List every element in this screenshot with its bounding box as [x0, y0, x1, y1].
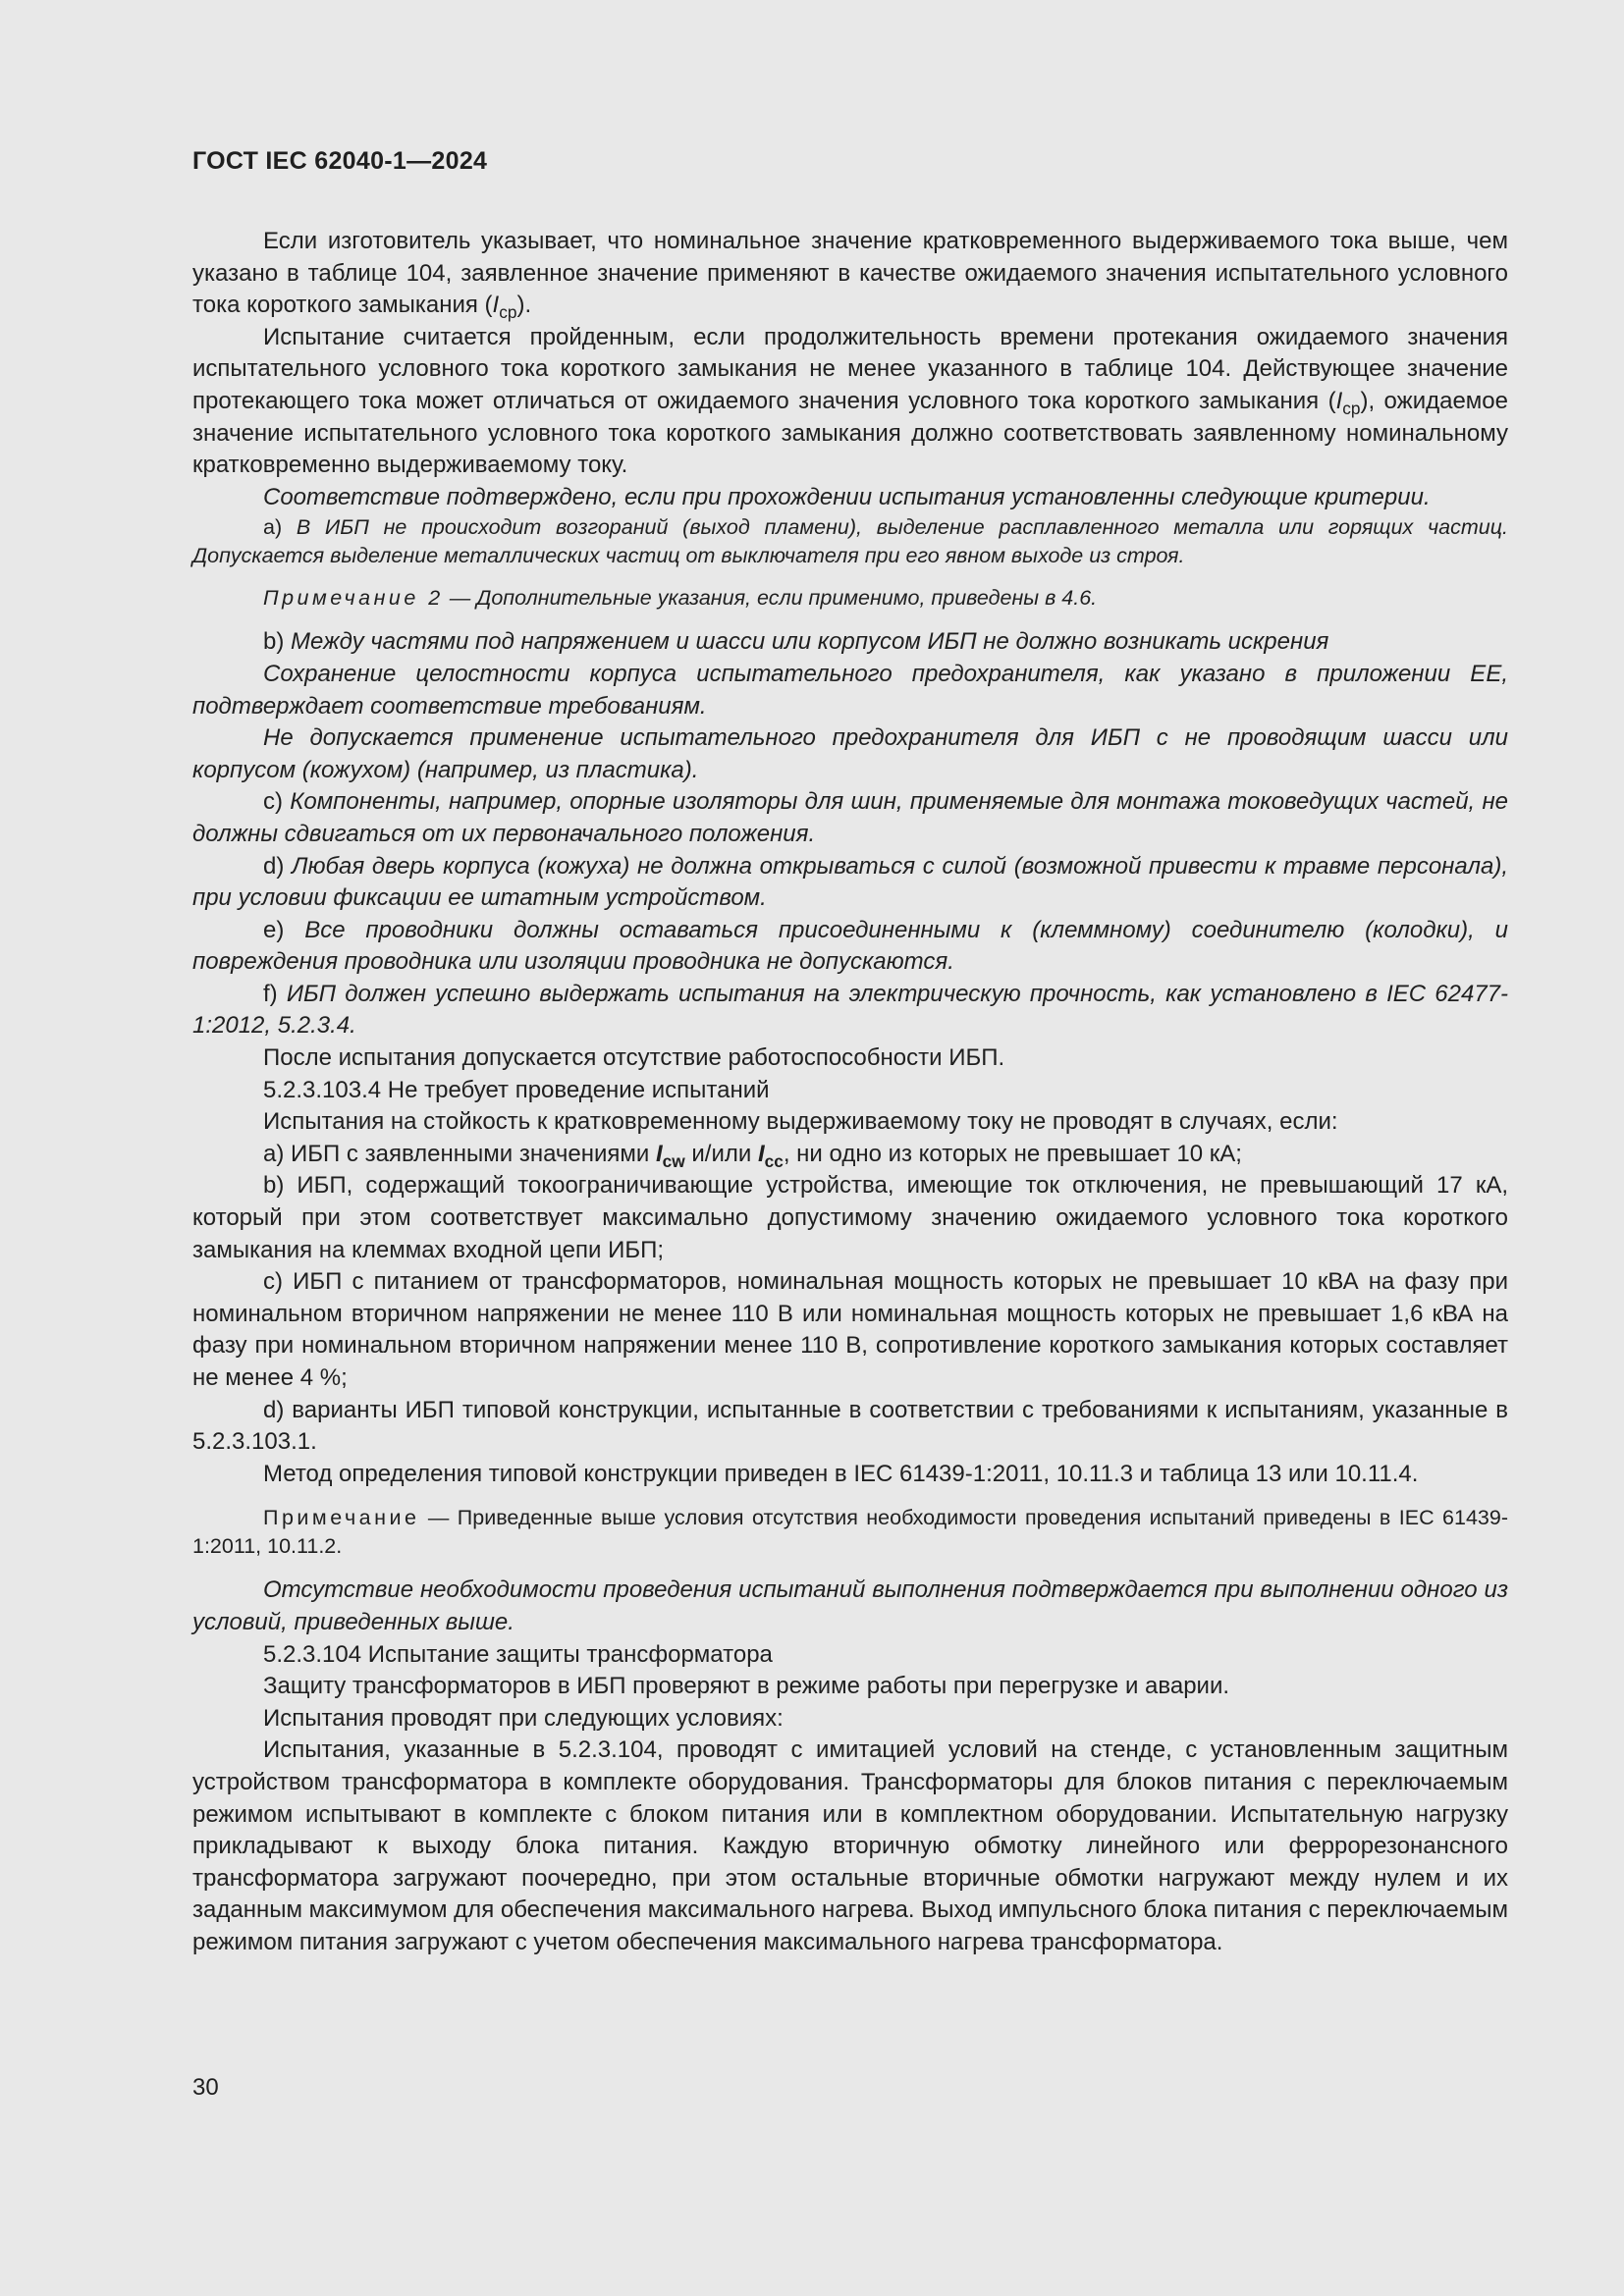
paragraph: Если изготовитель указывает, что номинальное значение кратковременного выдерживаемого тока выше, чем указано в таблице 104, заявленное значение применяют в качестве ожидаемого значения испытательного условного тока короткого замыкания $(I_{ср})$. — [192, 228, 1508, 322]
paragraph: Соответствие подтверждено, если при прохождении испытания установленны следующие критерии. — [263, 483, 1431, 510]
list-item: d) варианты ИБП типовой конструкции, испытанные в соответствии с требованиями к испытаниям, указанные в 5.2.3.103.1. — [192, 1396, 1508, 1456]
paragraph: Сохранение целостности корпуса испытательного предохранителя, как указано в приложении ЕЕ, подтверждает соответствие требованиям. — [192, 660, 1508, 720]
section-heading: 5.2.3.104 Испытание защиты трансформатора — [263, 1640, 773, 1668]
list-item: d) Любая дверь корпуса (кожуха) не должна открываться с силой (возможной привести к травме персонала), при условии фиксации ее штатным устройством. — [192, 852, 1508, 912]
document-body — [192, 226, 1508, 1959]
paragraph: Метод определения типовой конструкции приведен в IEC 61439-1:2011, 10.11.3 и таблица 13 или 10.11.4. — [263, 1460, 1419, 1487]
symbol: I — [1335, 387, 1343, 414]
page-number: 30 — [192, 2074, 219, 2101]
paragraph: Испытание считается пройденным, если продолжительность времени протекания ожидаемого значения испытательного условного тока короткого замыкания не менее указанного в таблице 104. Действующее значение протекающего тока может отличаться от ожидаемого значения условного тока короткого замыкания $(I_{ср})$, ожидаемое значение испытательного условного тока короткого замыкания должно соответствовать заявленному номинальному кратковременно выдерживаемому току. — [192, 323, 1508, 479]
note: Примечание — Приведенные выше условия отсутствия необходимости проведения испытаний приведены в IEC 61439-1:2011, 10.11.2. — [192, 1506, 1508, 1559]
list-item: e) Все проводники должны оставаться присоединенными к (клеммному) соединителю (колодки), и повреждения проводника или изоляции проводника не допускаются. — [192, 916, 1508, 976]
paragraph: Не допускается применение испытательного предохранителя для ИБП с не проводящим шасси или корпусом (кожухом) (например, из пластика). — [192, 724, 1508, 783]
paragraph: Испытания, указанные в 5.2.3.104, проводят с имитацией условий на стенде, с установленным защитным устройством трансформатора в комплекте оборудования. Трансформаторы для блоков питания с переключаемым режимом испытывают в комплекте с блоком питания или в комплектном оборудовании. Испытательную нагрузку прикладывают к выходу блока питания. Каждую вторичную обмотку линейного или феррорезонансного трансформатора загружают поочередно, при этом остальные вторичные обмотки нагружают между нулем и их заданным максимумом для обеспечения максимального нагрева. Выход импульсного блока питания с переключаемым режимом питания загружают с учетом обеспечения максимального нагрева трансформатора. — [192, 1736, 1508, 1955]
list-item: a) В ИБП не происходит возгораний (выход пламени), выделение расплавленного металла или горящих частиц. Допускается выделение металлических частиц от выключателя при его явном выходе из строя. — [192, 515, 1508, 568]
note: Примечание 2 — Дополнительные указания, если применимо, приведены в 4.6. — [263, 586, 1098, 611]
list-item: c) Компоненты, например, опорные изоляторы для шин, применяемые для монтажа токоведущих частей, не должны сдвигаться от их первоначального положения. — [192, 788, 1508, 847]
paragraph: Защиту трансформаторов в ИБП проверяют в режиме работы при перегрузке и аварии. — [263, 1673, 1230, 1700]
list-item: b) Между частями под напряжением и шасси или корпусом ИБП не должно возникать искрения — [263, 628, 1329, 656]
section-heading: 5.2.3.103.4 Не требует проведение испытаний — [263, 1076, 770, 1103]
paragraph: Испытания на стойкость к кратковременному выдерживаемому току не проводят в случаях, если: — [263, 1108, 1338, 1136]
symbol: I — [492, 292, 500, 319]
paragraph: Отсутствие необходимости проведения испытаний выполнения подтверждается при выполнении одного из условий, приведенных выше. — [192, 1576, 1508, 1635]
list-item: f) ИБП должен успешно выдержать испытания на электрическую прочность, как установлено в IEC 62477-1:2012, 5.2.3.4. — [192, 980, 1509, 1040]
list-item: b) ИБП, содержащий токоограничивающие устройства, имеющие ток отключения, не превышающий 17 кА, который при этом соответствует максимально допустимому значению ожидаемого условного тока короткого замыкания на клеммах входной цепи ИБП; — [192, 1172, 1508, 1263]
document-header: ГОСТ IEC 62040-1—2024 — [192, 147, 488, 175]
paragraph: Испытания проводят при следующих условиях: — [263, 1704, 784, 1732]
list-item: a) ИБП с заявленными значениями $I_{cw}$ и/или $I_{cc}$, ни одно из которых не превышает 10 кА; — [263, 1140, 1242, 1171]
paragraph: После испытания допускается отсутствие работоспособности ИБП. — [263, 1044, 1005, 1072]
list-item: c) ИБП с питанием от трансформаторов, номинальная мощность которых не превышает 10 кВА на фазу при номинальном вторичном напряжении не менее 110 В или номинальная мощность которых не превышает 1,6 кВА на фазу при номинальном вторичном напряжении менее 110 В, сопротивление короткого замыкания которых составляет не менее 4 %; — [192, 1268, 1508, 1391]
